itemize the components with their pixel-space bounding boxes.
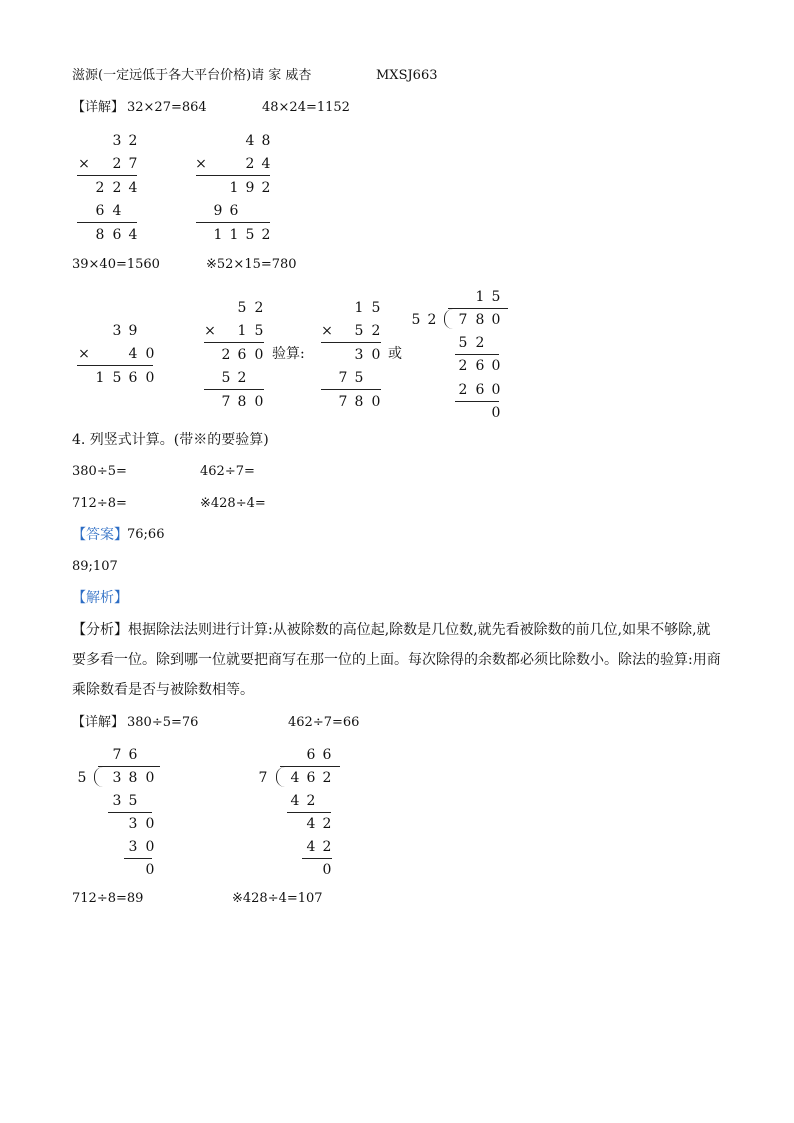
division-bracket [444, 309, 453, 329]
rule-line [196, 222, 270, 223]
digit: 8 [95, 227, 105, 243]
division-bracket [94, 767, 103, 787]
digit: 9 [213, 203, 223, 219]
digit: 6 [306, 770, 316, 786]
digit: 5 [254, 323, 264, 339]
detail-eq-380-5: 380÷5=76 [127, 715, 199, 730]
digit: 0 [145, 770, 155, 786]
detail-eq-32x27: 32×27=864 [127, 100, 207, 115]
digit: 7 [112, 747, 122, 763]
rule-line [321, 389, 381, 390]
digit: 1 [475, 289, 485, 305]
digit: 1 [213, 227, 223, 243]
digit: 2 [475, 335, 485, 351]
digit: 2 [112, 180, 122, 196]
digit: 2 [112, 156, 122, 172]
digit: 6 [229, 203, 239, 219]
digit: 2 [322, 770, 332, 786]
digit: 5 [371, 300, 381, 316]
rule-line [455, 354, 499, 355]
digit: 0 [145, 370, 155, 386]
digit: 7 [258, 770, 268, 786]
digit: 0 [371, 394, 381, 410]
eq-712-8: 712÷8=89 [72, 891, 144, 906]
digit: 6 [95, 203, 105, 219]
detail-label-2: 【详解】 [72, 715, 125, 730]
digit: 5 [411, 312, 421, 328]
rule-line [287, 812, 331, 813]
digit: 3 [128, 816, 138, 832]
digit: 2 [237, 370, 247, 386]
fenxi-label: 【分析】 [72, 622, 128, 638]
times-sign: × [78, 346, 90, 362]
digit: 7 [221, 394, 231, 410]
digit: 1 [95, 370, 105, 386]
digit: 8 [237, 394, 247, 410]
digit: 0 [254, 347, 264, 363]
rule-line [108, 812, 152, 813]
digit: 2 [427, 312, 437, 328]
digit: 2 [221, 347, 231, 363]
analysis-paragraph [72, 615, 722, 705]
watermark-text: 滋源(一定远低于各大平台价格)请 家 威杏 [72, 68, 312, 83]
answer-line-1: 76;66 [127, 527, 165, 542]
times-sign: × [204, 323, 216, 339]
analysis-label: 【解析】 [72, 590, 128, 606]
digit: 3 [354, 347, 364, 363]
digit: 8 [354, 394, 364, 410]
digit: 0 [145, 346, 155, 362]
digit: 2 [371, 323, 381, 339]
digit: 0 [145, 839, 155, 855]
detail-eq-462-7: 462÷7=66 [288, 715, 360, 730]
rule-line [77, 222, 137, 223]
digit: 4 [112, 203, 122, 219]
digit: 2 [261, 180, 271, 196]
division-bar [280, 766, 340, 767]
eq-52x15: ※52×15=780 [206, 257, 297, 272]
digit: 6 [322, 747, 332, 763]
digit: 5 [128, 793, 138, 809]
digit: 1 [229, 227, 239, 243]
times-sign: × [78, 156, 90, 172]
doc-code: MXSJ663 [376, 68, 438, 83]
digit: 3 [112, 323, 122, 339]
digit: 1 [229, 180, 239, 196]
detail-eq-48x24: 48×24=1152 [262, 100, 350, 115]
question-item-1: 380÷5= [72, 464, 127, 479]
digit: 5 [245, 227, 255, 243]
times-sign: × [321, 323, 333, 339]
digit: 2 [322, 839, 332, 855]
digit: 0 [371, 347, 381, 363]
question-title: 4. 列竖式计算。(带※的要验算) [72, 432, 269, 448]
rule-line [124, 858, 152, 859]
digit: 4 [128, 346, 138, 362]
digit: 6 [112, 227, 122, 243]
digit: 4 [306, 816, 316, 832]
digit: 0 [491, 382, 501, 398]
rule-line [204, 389, 264, 390]
digit: 6 [475, 382, 485, 398]
digit: 8 [475, 312, 485, 328]
question-item-2: 462÷7= [200, 464, 255, 479]
digit: 0 [491, 358, 501, 374]
rule-line [204, 342, 264, 343]
division-bar [448, 308, 508, 309]
digit: 5 [77, 770, 87, 786]
rule-line [321, 342, 381, 343]
question-item-4: ※428÷4= [200, 496, 266, 511]
digit: 6 [475, 358, 485, 374]
digit: 2 [261, 227, 271, 243]
digit: 6 [128, 747, 138, 763]
digit: 7 [338, 370, 348, 386]
digit: 5 [354, 370, 364, 386]
division-bar [98, 766, 160, 767]
division-bracket [276, 767, 285, 787]
question-item-3: 712÷8= [72, 496, 127, 511]
times-sign: × [195, 156, 207, 172]
digit: 4 [128, 227, 138, 243]
digit: 0 [145, 816, 155, 832]
rule-line [455, 401, 499, 402]
digit: 4 [290, 793, 300, 809]
digit: 2 [322, 816, 332, 832]
digit: 7 [128, 156, 138, 172]
rule-line [196, 175, 270, 176]
digit: 4 [306, 839, 316, 855]
digit: 6 [237, 347, 247, 363]
digit: 4 [128, 180, 138, 196]
digit: 1 [237, 323, 247, 339]
digit: 9 [128, 323, 138, 339]
digit: 0 [491, 405, 501, 421]
digit: 7 [458, 312, 468, 328]
digit: 2 [306, 793, 316, 809]
digit: 5 [237, 300, 247, 316]
digit: 2 [245, 156, 255, 172]
digit: 4 [290, 770, 300, 786]
fenxi-text: 根据除法法则进行计算:从被除数的高位起,除数是几位数,就先看被除数的前几位,如果不够除,就要多看一位。除到哪一位就要把商写在那一位的上面。每次除得的余数都必须比除数小。除法的验算:用商乘除数看是否与被除数相等。 [72, 622, 721, 698]
digit: 5 [112, 370, 122, 386]
digit: 7 [338, 394, 348, 410]
digit: 1 [354, 300, 364, 316]
digit: 5 [221, 370, 231, 386]
check-label: 验算: [272, 346, 305, 362]
digit: 5 [491, 289, 501, 305]
answer-label: 【答案】 [72, 527, 128, 543]
digit: 3 [112, 793, 122, 809]
digit: 3 [128, 839, 138, 855]
digit: 6 [128, 370, 138, 386]
digit: 3 [112, 770, 122, 786]
digit: 6 [306, 747, 316, 763]
rule-line [77, 365, 153, 366]
rule-line [77, 175, 137, 176]
digit: 2 [95, 180, 105, 196]
answer-line-2: 89;107 [72, 559, 118, 574]
or-label: 或 [388, 346, 402, 362]
digit: 3 [112, 133, 122, 149]
detail-label-1: 【详解】 [72, 100, 125, 115]
digit: 2 [254, 300, 264, 316]
eq-428-4: ※428÷4=107 [232, 891, 323, 906]
digit: 0 [145, 862, 155, 878]
digit: 5 [354, 323, 364, 339]
digit: 0 [491, 312, 501, 328]
digit: 2 [128, 133, 138, 149]
digit: 2 [458, 358, 468, 374]
digit: 8 [261, 133, 271, 149]
digit: 4 [245, 133, 255, 149]
digit: 0 [322, 862, 332, 878]
digit: 2 [458, 382, 468, 398]
digit: 5 [458, 335, 468, 351]
eq-39x40: 39×40=1560 [72, 257, 160, 272]
digit: 0 [254, 394, 264, 410]
digit: 4 [261, 156, 271, 172]
digit: 9 [245, 180, 255, 196]
digit: 8 [128, 770, 138, 786]
rule-line [302, 858, 332, 859]
